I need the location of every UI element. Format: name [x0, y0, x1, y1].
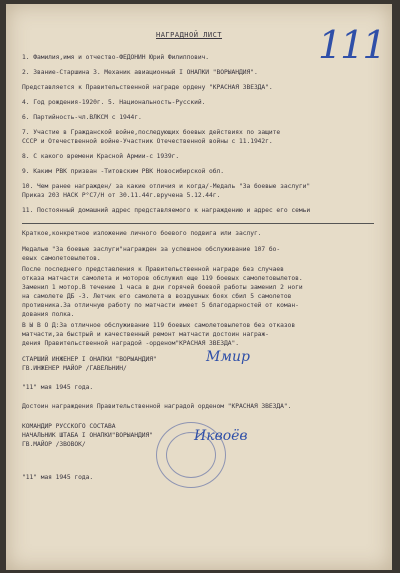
narrative-line: дования полка. — [22, 311, 75, 318]
field-party: 6. Партийность-чл.ВЛКСМ с 1944г. — [22, 114, 142, 121]
narrative-line: Заменил 1 мотор.В течение 1 часа в дни горячей боевой работы заменил 2 ноги — [22, 284, 303, 291]
signature-zvovok: Иквоёв — [194, 428, 248, 444]
document-title: НАГРАДНОЙ ЛИСТ — [156, 31, 223, 39]
field-conscription: 9. Каким РВК призван -Титовским РВК Новосибирской обл. — [22, 168, 225, 175]
signer-rank-name: ГВ.ИНЖЕНЕР МАЙОР /ГАВЕЛЬНИН/ — [22, 365, 127, 372]
chief-of-staff-title: НАЧАЛЬНИК ШТАБА I ОНАПКИ"ВОРЫАНДИЯ" — [22, 432, 153, 439]
signature-gavelnin: Ммир — [206, 349, 250, 365]
signing-date: "11" мая 1945 года. — [22, 384, 94, 391]
endorsement-date: "11" мая 1945 года. — [22, 474, 94, 481]
narrative-line: евых самолетовылетов. — [22, 255, 101, 262]
narrative-line: После последнего представления к Правительственной награде без случаев — [22, 266, 284, 273]
conclusion-line: дения Правительственной наградой -орденом"КРАСНАЯ ЗВЕЗДА". — [22, 340, 239, 347]
award-sheet — [6, 4, 392, 570]
section-heading: Краткое,конкретное изложение личного боевого подвига или заслуг. — [22, 230, 262, 237]
field-full-name: 1. Фамилия,имя и отчество-ФЕДОНИН Юрий Филиппович. — [22, 54, 210, 61]
divider — [22, 223, 374, 224]
conclusion-line: матчасти,за быстрый и качественный ремонт матчасти достоин награж- — [22, 331, 269, 338]
field-birth-nationality: 4. Год рождения-1920г. 5. Национальность-Русский. — [22, 99, 206, 106]
narrative-line: отказа матчасти самолета и моторов обслужил еще 119 боевых самолетовылетов. — [22, 275, 303, 282]
conclusion-line: В Ы В О Д:За отличное обслуживание 119 боевых самолетовылетов без отказов — [22, 322, 296, 329]
commander-title: КОМАНДИР РУССКОГО СОСТАВА — [22, 423, 116, 430]
chief-of-staff-rank-name: ГВ.МАЙОР /ЗВОВОК/ — [22, 441, 86, 448]
narrative-line: противника.За отличную работу по матчасти имеет 5 благодарностей от коман- — [22, 302, 299, 309]
narrative-line: Медалью "За боевые заслуги"награжден за успешное обслуживание 107 бо- — [22, 246, 281, 253]
field-previous-awards-1: 10. Чем ранее награжден/ за какие отличия и когда/-Медаль "За боевые заслуги" — [22, 183, 311, 190]
field-rank-position: 2. Звание-Старшина 3. Механик авиационный I ОНАПКИ "ВОРЫАНДИЯ". — [22, 69, 258, 76]
field-home-address: 11. Постоянный домашний адрес представляемого к награждению и адрес его семьи — [22, 207, 311, 214]
endorsement-line: Достоин награждения Правительственной наградой орденом "КРАСНАЯ ЗВЕЗДА". — [22, 403, 292, 410]
signer-title: СТАРШИЙ ИНЖЕНЕР I ОНАПКИ "ВОРЫАНДИЯ" — [22, 356, 157, 363]
field-war-participation-1: 7. Участие в Гражданской войне,последующих боевых действиях по защите — [22, 129, 281, 136]
field-war-participation-2: СССР и Отечественной войне-Участник Отечественной войны с 11.1942г. — [22, 138, 273, 145]
handwritten-number: 111 — [318, 23, 385, 67]
field-award-proposal: Представляется к Правительственной награде ордену "КРАСНАЯ ЗВЕЗДА". — [22, 84, 273, 91]
field-army-since: 8. С какого времени Красной Армии-с 1939г. — [22, 153, 180, 160]
field-previous-awards-2: Приказ 203 НАСК Р°С7/Н от 30.11.44г.вручена 5.12.44г. — [22, 192, 221, 199]
narrative-line: на самолете ДБ -3. Летчик его самолета в воздушных боях сбил 5 самолетов — [22, 293, 292, 300]
